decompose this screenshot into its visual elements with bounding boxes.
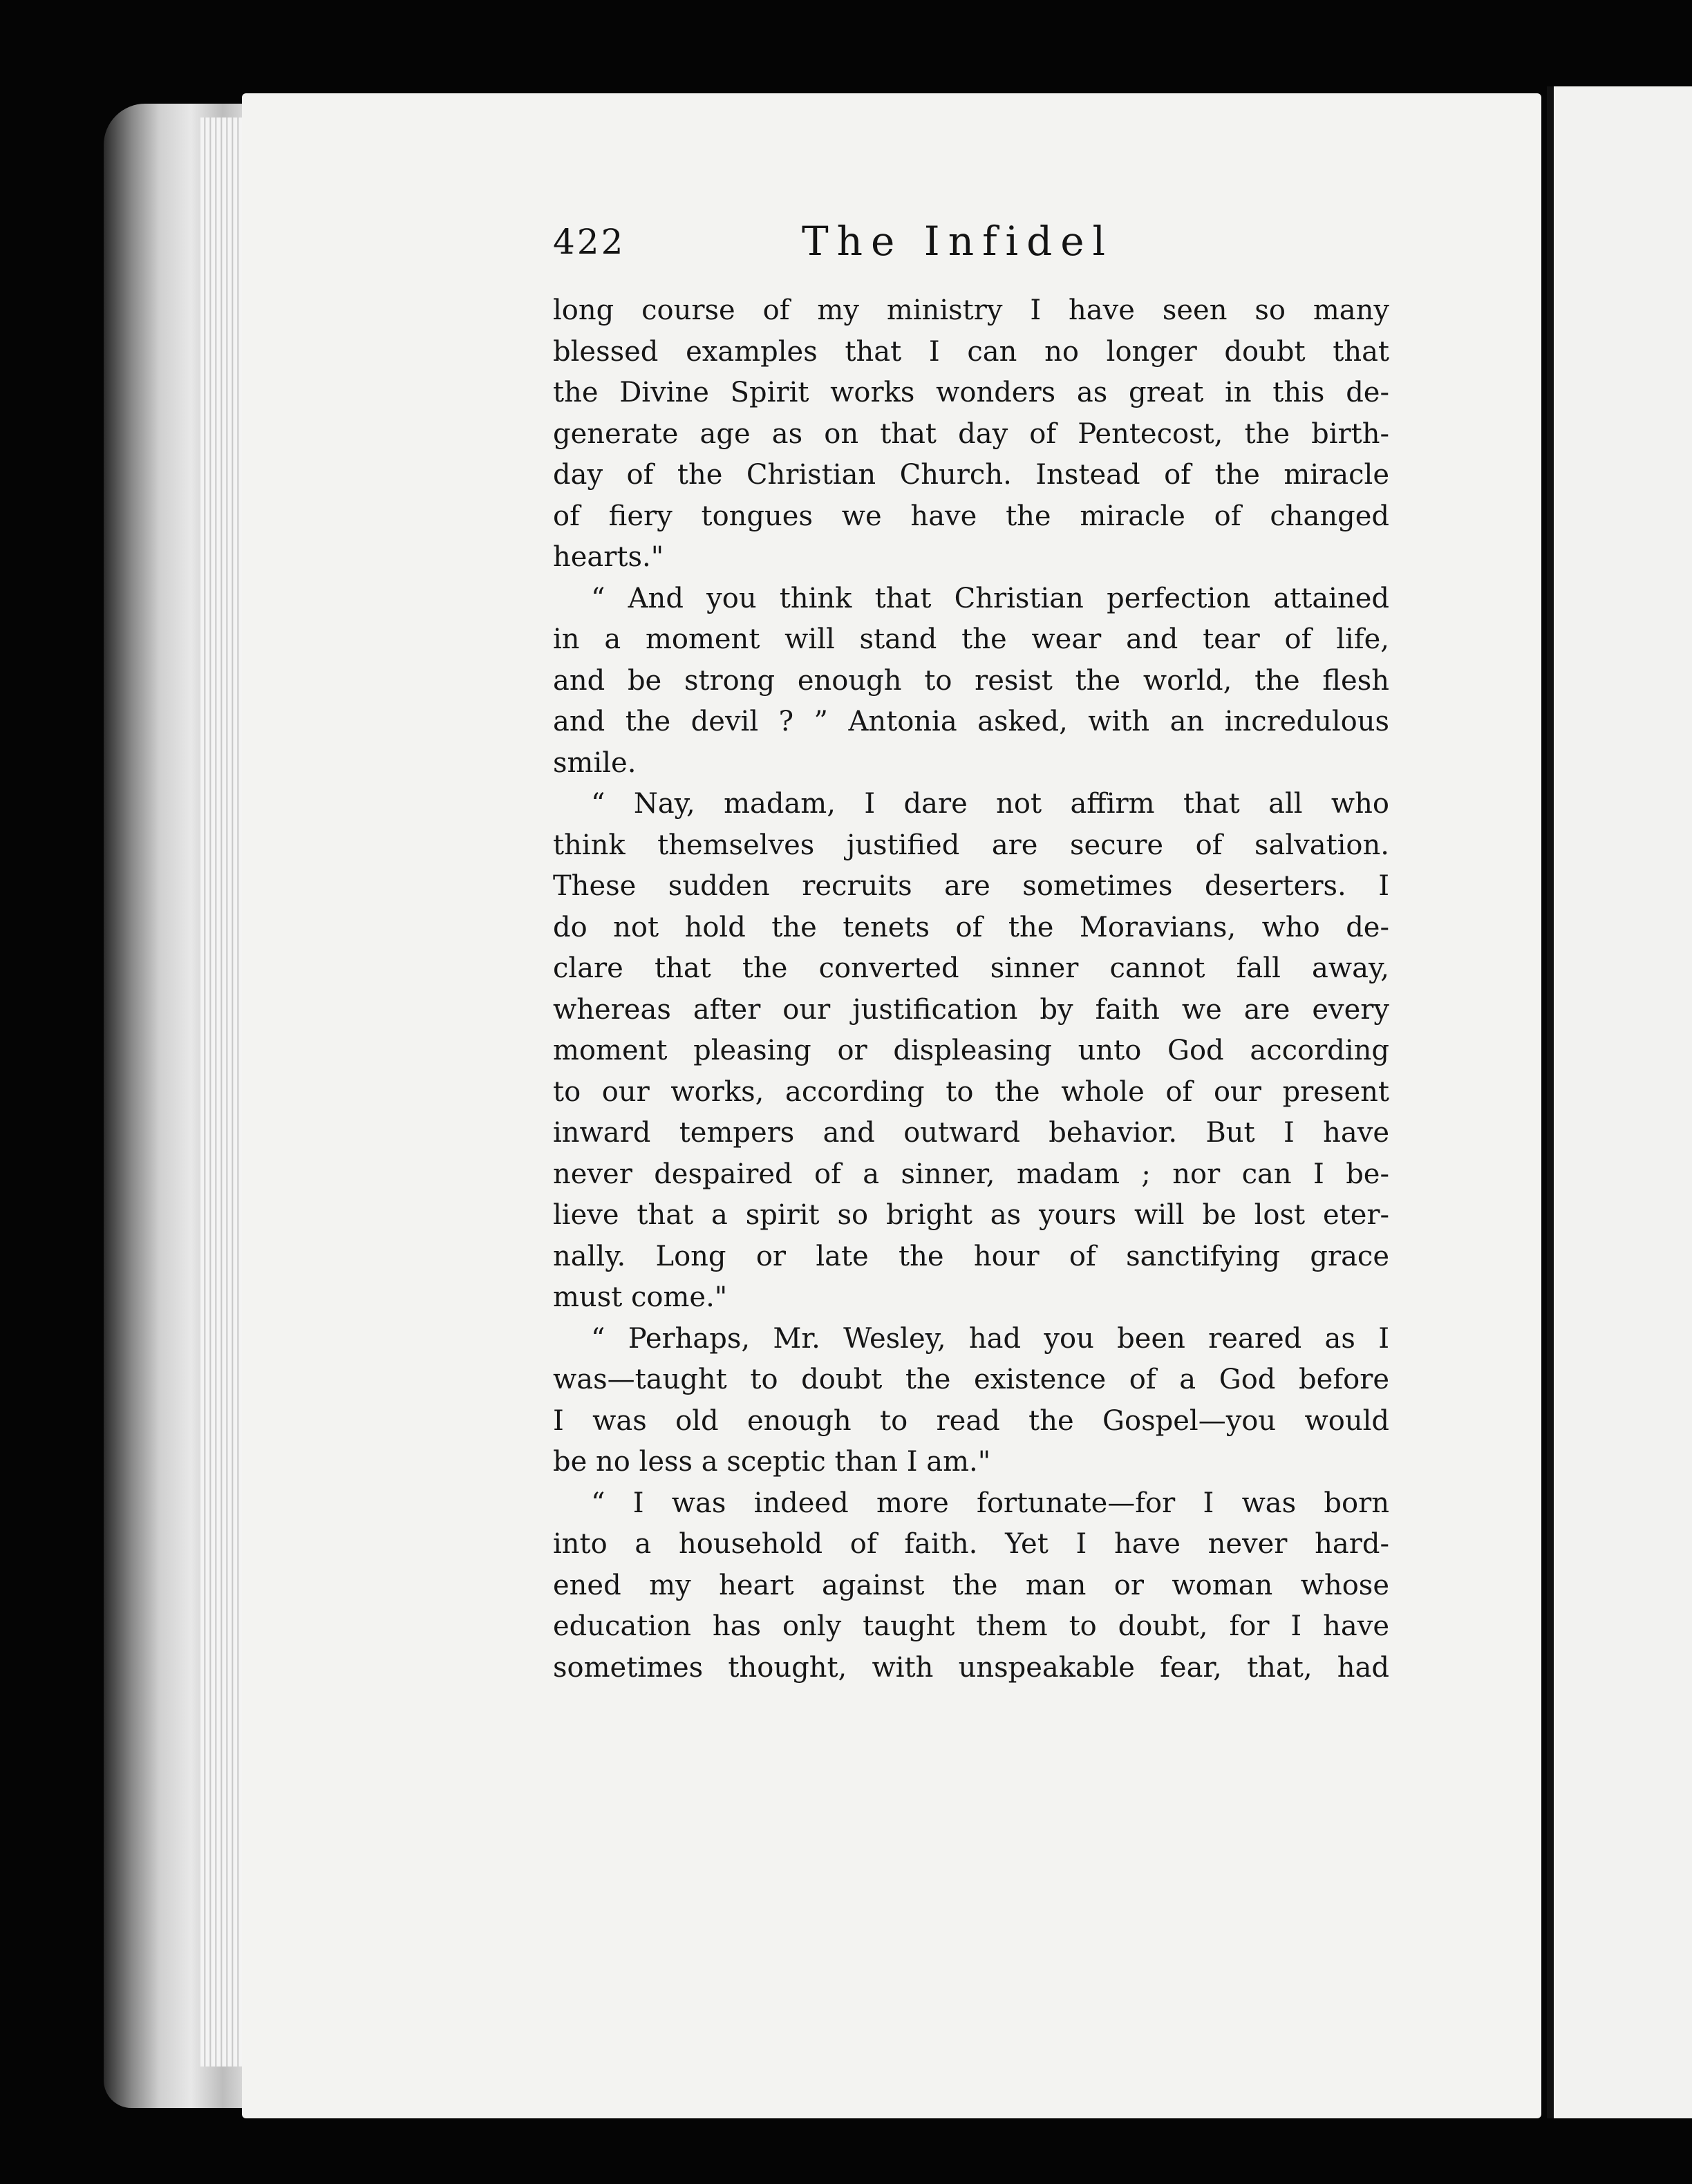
text-line: “ Nay, madam, I dare not affirm that all who [591,788,1389,820]
text-line: long course of my ministry I have seen so many [553,294,1389,326]
text-line: ened my heart against the man or woman whose [553,1569,1389,1601]
text-line: clare that the converted sinner cannot fall away, [553,952,1389,984]
page-number: 422 [553,222,626,262]
text-line: “ And you think that Christian perfection attained [591,582,1389,614]
text-line: think themselves justified are secure of salvation. [553,829,1389,861]
text-line: and the devil ? ” Antonia asked, with an incredulous [553,706,1389,737]
text-line: sometimes thought, with unspeakable fear, that, had [553,1651,1389,1684]
text-line: blessed examples that I can no longer doubt that [553,335,1389,368]
text-line: generate age as on that day of Pentecost, the birth- [553,417,1389,450]
text-line: be no less a sceptic than I am." [553,1446,991,1478]
text-line: “ I was indeed more fortunate—for I was born [591,1487,1389,1519]
text-line: lieve that a spirit so bright as yours will be lost eter- [553,1199,1389,1231]
text-line: was—taught to doubt the existence of a God before [553,1364,1389,1395]
text-line: moment pleasing or displeasing unto God according [553,1035,1389,1066]
text-line: to our works, according to the whole of our present [553,1075,1389,1108]
text-line: do not hold the tenets of the Moravians, who de- [553,911,1389,943]
text-line: whereas after our justification by faith we are every [553,993,1389,1026]
running-header [553,218,1244,273]
text-line: hearts." [553,541,664,573]
text-line: smile. [553,746,637,779]
body-text [553,290,1389,1688]
text-line: never despaired of a sinner, madam ; nor can I be- [553,1158,1389,1190]
text-line: I was old enough to read the Gospel—you would [553,1404,1389,1437]
facing-page-edge [1547,86,1692,2118]
text-line: day of the Christian Church. Instead of the miracle [553,459,1389,491]
text-line: education has only taught them to doubt, for I have [553,1610,1389,1642]
text-line: the Divine Spirit works wonders as great in this de- [553,377,1389,408]
running-title: The Infidel [802,218,1114,265]
text-line: “ Perhaps, Mr. Wesley, had you been reared as I [591,1322,1389,1355]
text-line: nally. Long or late the hour of sanctifying grace [553,1240,1389,1272]
text-line: and be strong enough to resist the world, the flesh [553,664,1389,697]
text-line: into a household of faith. Yet I have never hard- [553,1528,1389,1560]
text-line: must come." [553,1281,728,1313]
text-line: in a moment will stand the wear and tear of life, [553,623,1389,655]
text-line: These sudden recruits are sometimes deserters. I [553,870,1389,902]
text-line: inward tempers and outward behavior. But I have [553,1117,1389,1149]
text-line: of fiery tongues we have the miracle of changed [553,500,1389,532]
